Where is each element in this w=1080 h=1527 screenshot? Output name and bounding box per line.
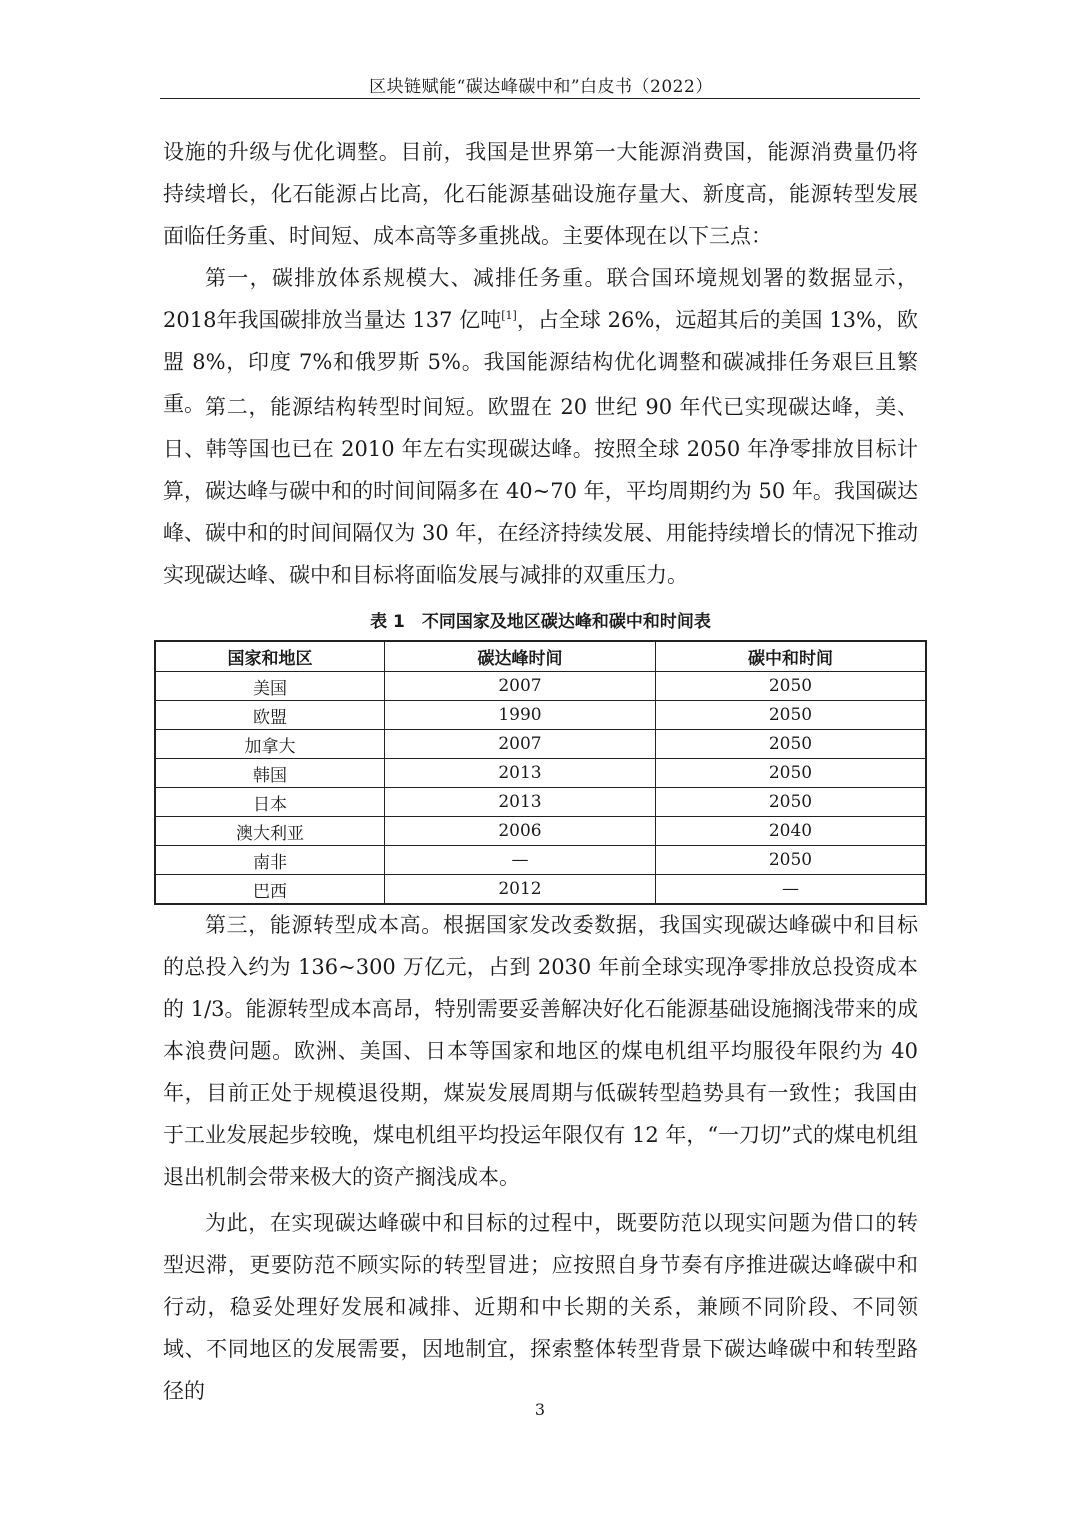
cell-neutral-year: 2050 — [656, 730, 927, 759]
header-rule — [160, 98, 920, 99]
cell-neutral-year: 2050 — [656, 759, 927, 788]
cell-region: 南非 — [155, 846, 385, 875]
cell-region: 巴西 — [155, 875, 385, 905]
cell-peak-year: — — [385, 846, 656, 875]
cell-neutral-year: 2050 — [656, 701, 927, 730]
citation-ref[interactable]: [1] — [501, 309, 517, 322]
cell-region: 加拿大 — [155, 730, 385, 759]
cell-region: 韩国 — [155, 759, 385, 788]
cell-neutral-year: 2040 — [656, 817, 927, 846]
table-row — [155, 875, 926, 905]
table-caption: 表 1 不同国家及地区碳达峰和碳中和时间表 — [370, 612, 711, 632]
cell-peak-year: 2013 — [385, 788, 656, 817]
cell-neutral-year: 2050 — [656, 672, 927, 701]
cell-peak-year: 2007 — [385, 730, 656, 759]
page-number: 3 — [534, 1400, 546, 1419]
paragraph-intro: 设施的升级与优化调整。目前，我国是世界第一大能源消费国，能源消费量仍将持续增长，化石能源占比高，化石能源基础设施存量大、新度高，能源转型发展面临任务重、时间短、成本高等多重挑战。主要体现在以下三点： — [163, 140, 918, 248]
cell-peak-year: 2006 — [385, 817, 656, 846]
paragraph-second-point: 第二，能源结构转型时间短。欧盟在 20 世纪 90 年代已实现碳达峰，美、日、韩等国也已在 2010 年左右实现碳达峰。按照全球 2050 年净零排放目标计算，碳达峰与碳中和的时间间隔多在 40~70 年，平均周期约为 50 年。我国碳达峰、碳中和的时间间隔仅为 30 年，在经济持续发展、用能持续增长的情况下推动实现碳达峰、碳中和目标将面临发展与减排的双重压力。 — [163, 395, 918, 587]
cell-region: 欧盟 — [155, 701, 385, 730]
column-header-neutral-year: 碳中和时间 — [656, 641, 927, 672]
cell-peak-year: 2013 — [385, 759, 656, 788]
cell-region: 日本 — [155, 788, 385, 817]
table-row — [155, 701, 926, 730]
running-header: 区块链赋能“碳达峰碳中和”白皮书（2022） — [369, 77, 713, 97]
cell-region: 美国 — [155, 672, 385, 701]
cell-neutral-year: 2050 — [656, 846, 927, 875]
table-row — [155, 759, 926, 788]
column-header-region: 国家和地区 — [155, 641, 385, 672]
table-row — [155, 846, 926, 875]
column-header-peak-year: 碳达峰时间 — [385, 641, 656, 672]
table-row — [155, 672, 926, 701]
cell-neutral-year: 2050 — [656, 788, 927, 817]
table-row — [155, 730, 926, 759]
table-row — [155, 817, 926, 846]
carbon-timeline-table — [154, 640, 927, 905]
cell-peak-year: 2012 — [385, 875, 656, 905]
table-header-row — [155, 641, 926, 672]
cell-region: 澳大利亚 — [155, 817, 385, 846]
paragraph-first-point-text-a: 第一，碳排放体系规模大、减排任务重。联合国环境规划署的数据显示，2018年我国碳排放当量达 137 亿吨 — [163, 266, 918, 332]
paragraph-conclusion: 为此，在实现碳达峰碳中和目标的过程中，既要防范以现实问题为借口的转型迟滞，更要防范不顾实际的转型冒进；应按照自身节奏有序推进碳达峰碳中和行动，稳妥处理好发展和减排、近期和中长期的关系，兼顾不同阶段、不同领域、不同地区的发展需要，因地制宜，探索整体转型背景下碳达峰碳中和转型路径的 — [163, 1211, 918, 1403]
cell-peak-year: 1990 — [385, 701, 656, 730]
table-row — [155, 788, 926, 817]
paragraph-third-point: 第三，能源转型成本高。根据国家发改委数据，我国实现碳达峰碳中和目标的总投入约为 136~300 万亿元，占到 2030 年前全球实现净零排放总投资成本的 1/3。能源转型成本高昂，特别需要妥善解决好化石能源基础设施搁浅带来的成本浪费问题。欧洲、美国、日本等国家和地区的煤电机组平均服役年限约为 40 年，目前正处于规模退役期，煤炭发展周期与低碳转型趋势具有一致性；我国由于工业发展起步较晚，煤电机组平均投运年限仅有 12 年，“一刀切”式的煤电机组退出机制会带来极大的资产搁浅成本。 — [163, 913, 918, 1189]
cell-neutral-year: — — [656, 875, 927, 905]
cell-peak-year: 2007 — [385, 672, 656, 701]
paragraph-first-point-text-b: ，占全球 26%，远超其后的美国 13%，欧盟 8%，印度 7%和俄罗斯 5%。我国能源结构优化调整和碳减排任务艰巨且繁重。 — [163, 308, 918, 416]
